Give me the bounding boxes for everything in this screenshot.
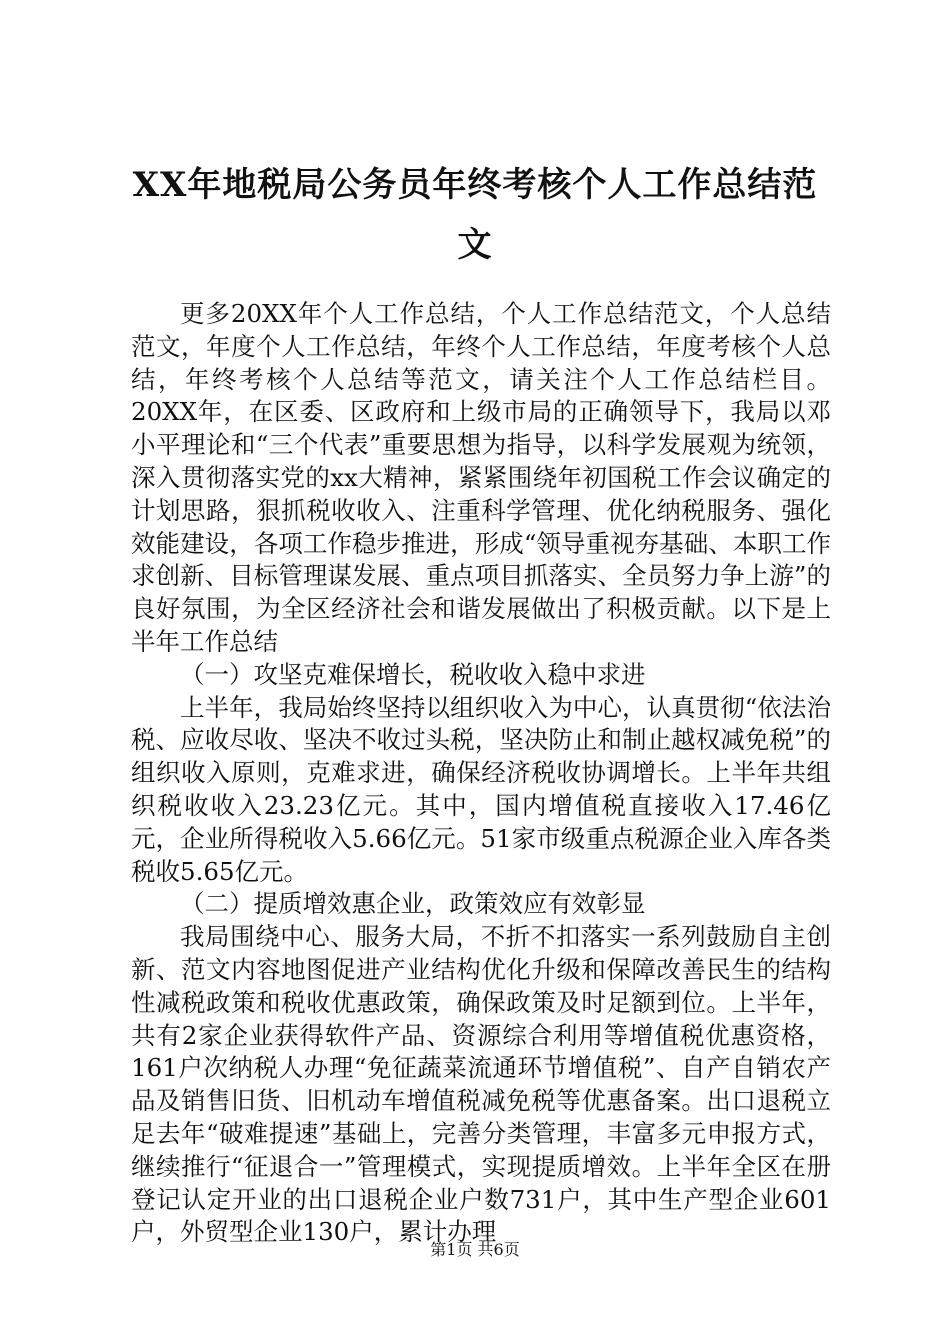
page-number-footer: 第1页 共6页: [430, 1240, 520, 1259]
paragraph-section-2: 我局围绕中心、服务大局，不折不扣落实一系列鼓励自主创新、范文内容地图促进产业结构优化升级和保障改善民生的结构性减税政策和税收优惠政策，确保政策及时足额到位。上半年，共有2家企业获得软件产品、资源综合利用等增值税优惠资格，161户次纳税人办理“免征蔬菜流通环节增值税”、自产自销农产品及销售旧货、旧机动车增值税减免税等优惠备案。出口退税立足去年“破难提速”基础上，完善分类管理，丰富多元申报方式，继续推行“征退合一”管理模式，实现提质增效。上半年全区在册登记认定开业的出口退税企业户数731户，其中生产型企业601户，外贸型企业130户，累计办理: [131, 922, 831, 1247]
paragraph-intro: 更多20XX年个人工作总结，个人工作总结范文，个人总结范文，年度个人工作总结，年终个人工作总结，年度考核个人总结，年终考核个人总结等范文，请关注个人工作总结栏目。20XX年，在区委、区政府和上级市局的正确领导下，我局以邓小平理论和“三个代表”重要思想为指导，以科学发展观为统领，深入贯彻落实党的xx大精神，紧紧围绕年初国税工作会议确定的计划思路，狠抓税收收入、注重科学管理、优化纳税服务、强化效能建设，各项工作稳步推进，形成“领导重视夯基础、本职工作求创新、目标管理谋发展、重点项目抓落实、全员努力争上游”的良好氛围，为全区经济社会和谐发展做出了积极贡献。以下是上半年工作总结: [131, 299, 831, 656]
section-heading-1: （一）攻坚克难保增长，税收收入稳中求进: [180, 659, 646, 689]
document-title: XX年地税局公务员年终考核个人工作总结范文: [132, 165, 818, 265]
section-heading-2: （二）提质增效惠企业，政策效应有效彰显: [180, 889, 646, 919]
document-body: [131, 298, 831, 1249]
paragraph-section-1: 上半年，我局始终坚持以组织收入为中心，认真贯彻“依法治税、应收尽收、坚决不收过头税，坚决防止和制止越权减免税”的组织收入原则，克难求进，确保经济税收协调增长。上半年共组织税收收入23.23亿元。其中，国内增值税直接收入17.46亿元，企业所得税收入5.66亿元。51家市级重点税源企业入库各类税收5.65亿元。: [131, 692, 831, 886]
